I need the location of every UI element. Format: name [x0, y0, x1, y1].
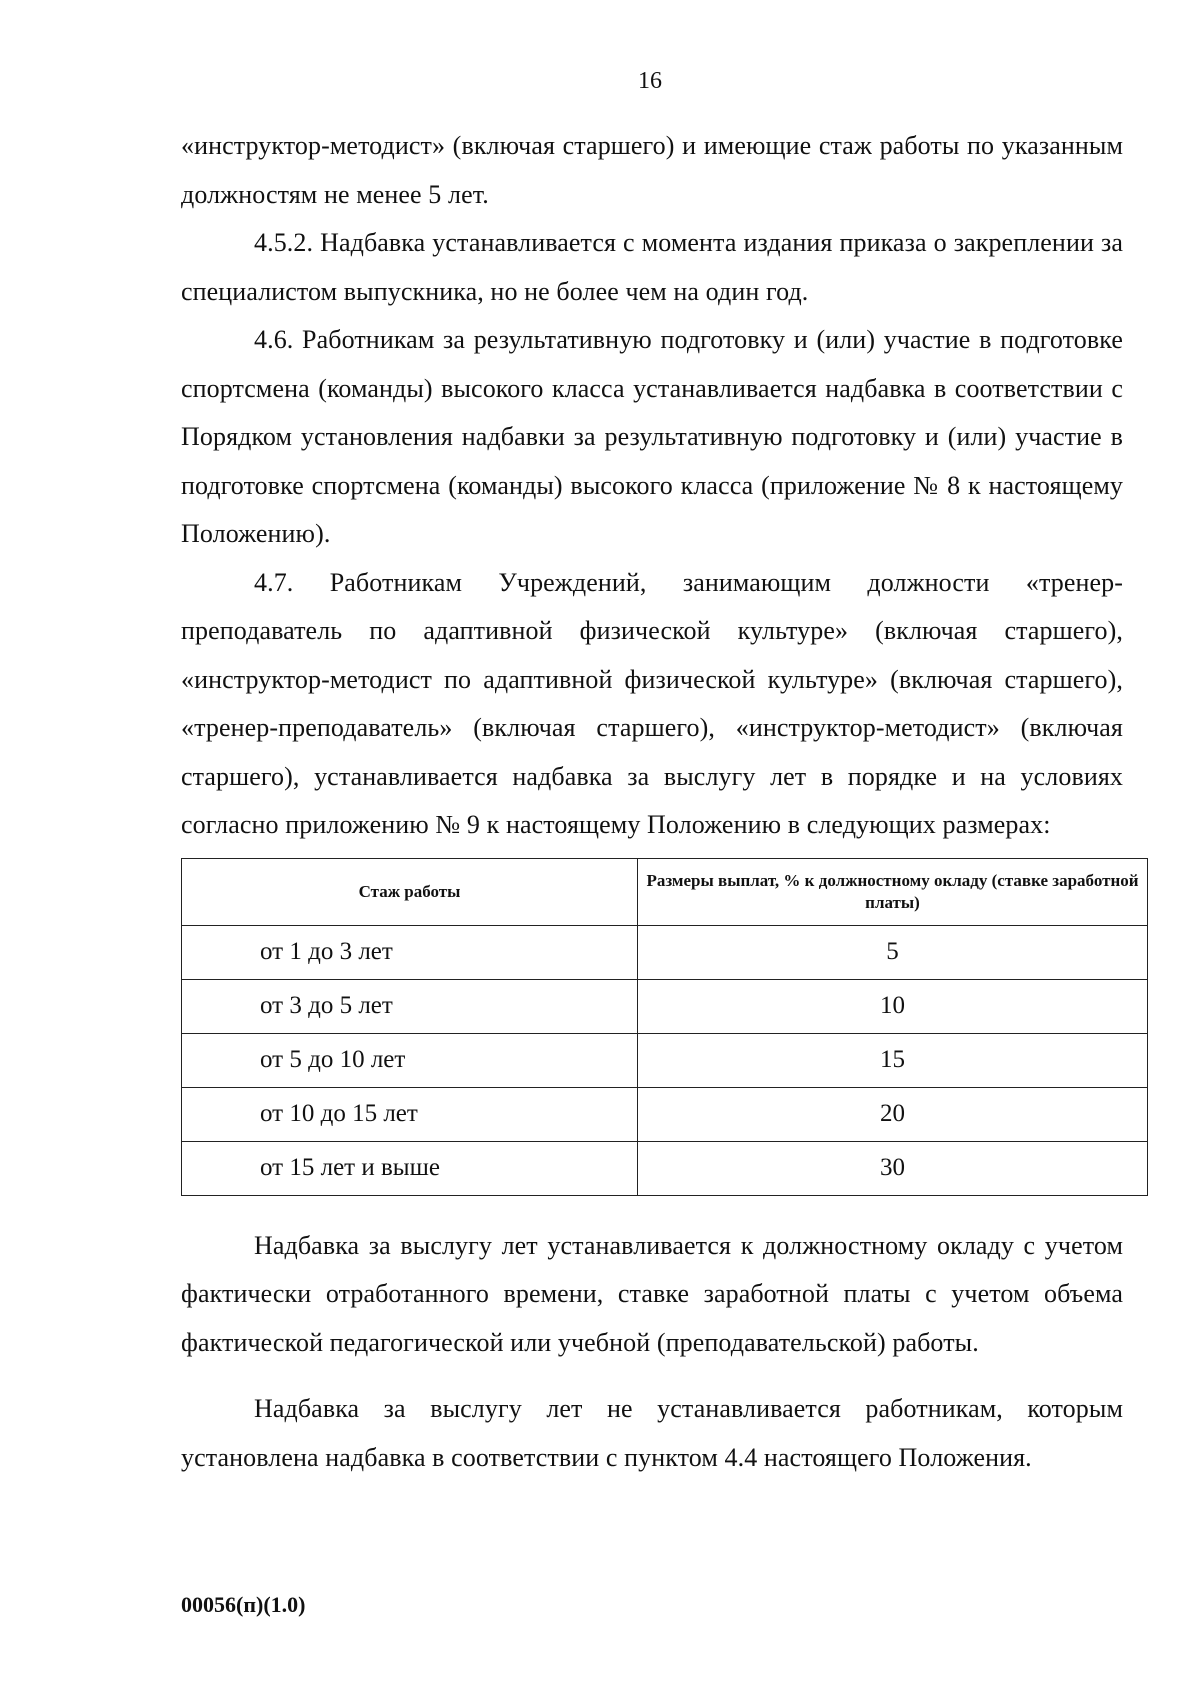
- table-cell-percent: 15: [638, 1033, 1148, 1087]
- paragraph-bonus-exclusion: Надбавка за выслугу лет не устанавливается работникам, которым установлена надбавка в соответствии с пунктом 4.4 настоящего Положения.: [181, 1394, 1123, 1472]
- table-row: [182, 1033, 1148, 1087]
- table-cell-period: от 3 до 5 лет: [182, 979, 638, 1033]
- table-row: [182, 1141, 1148, 1195]
- table-cell-period: от 15 лет и выше: [182, 1141, 638, 1195]
- table-cell-period: от 10 до 15 лет: [182, 1087, 638, 1141]
- table-row: [182, 925, 1148, 979]
- paragraph-4-7: 4.7. Работникам Учреждений, занимающим должности «тренер-преподаватель по адаптивной физической культуре» (включая старшего), «инструктор-методист по адаптивной физической культуре» (включая старшего), «тренер-преподаватель» (включая старшего), «инструктор-методист» (включая старшего), устанавливается надбавка за выслугу лет в порядке и на условиях согласно приложению № 9 к настоящему Положению в следующих размерах:: [181, 567, 1123, 839]
- seniority-bonus-table: [181, 858, 1148, 1196]
- table-cell-percent: 5: [638, 925, 1148, 979]
- table-cell-percent: 20: [638, 1087, 1148, 1141]
- document-code: 00056(п)(1.0): [181, 1592, 306, 1617]
- table-cell-percent: 10: [638, 979, 1148, 1033]
- table-row: [182, 1087, 1148, 1141]
- table-header-percent: Размеры выплат, % к должностному окладу (ставке заработной платы): [638, 858, 1148, 925]
- paragraph-bonus-calculation: Надбавка за выслугу лет устанавливается к должностному окладу с учетом фактически отработанного времени, ставке заработной платы с учетом объема фактической педагогической или учебной (преподавательской) работы.: [181, 1230, 1123, 1357]
- table-header-row: [182, 858, 1148, 925]
- table-cell-percent: 30: [638, 1141, 1148, 1195]
- paragraph-continuation: «инструктор-методист» (включая старшего) и имеющие стаж работы по указанным должностям не менее 5 лет.: [181, 131, 1123, 209]
- document-body: [181, 122, 1139, 1482]
- paragraph-4-5-2: 4.5.2. Надбавка устанавливается с момента издания приказа о закреплении за специалистом выпускника, но не более чем на один год.: [181, 228, 1123, 306]
- table-cell-period: от 5 до 10 лет: [182, 1033, 638, 1087]
- table-row: [182, 979, 1148, 1033]
- table-header-period: Стаж работы: [182, 858, 638, 925]
- table-cell-period: от 1 до 3 лет: [182, 925, 638, 979]
- page-number: 16: [638, 68, 662, 94]
- paragraph-4-6: 4.6. Работникам за результативную подготовку и (или) участие в подготовке спортсмена (команды) высокого класса устанавливается надбавка в соответствии с Порядком установления надбавки за результативную подготовку и (или) участие в подготовке спортсмена (команды) высокого класса (приложение № 8 к настоящему Положению).: [181, 325, 1123, 548]
